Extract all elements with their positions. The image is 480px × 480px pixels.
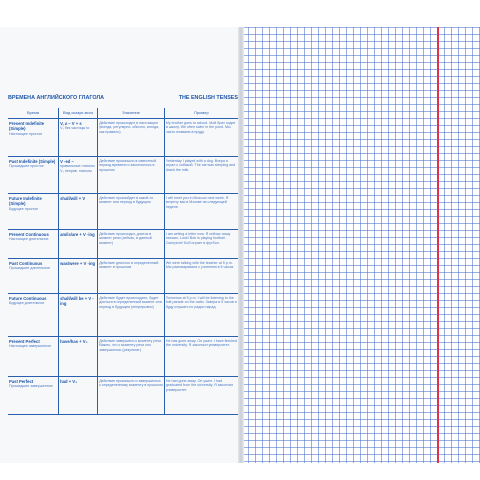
table-cell xyxy=(8,377,59,415)
tense-name-ru: Настоящее длительное xyxy=(9,237,49,242)
table-row xyxy=(8,337,238,377)
tense-name-ru: Прошедшее длительное xyxy=(9,266,50,271)
verb-form: shall/will + V xyxy=(60,196,86,201)
table-cell xyxy=(98,337,165,377)
table-cell xyxy=(59,230,98,259)
tense-name-ru: Будущее простое xyxy=(9,206,39,211)
table-cell xyxy=(98,377,165,415)
tense-name: Future Indefinite (Simple) xyxy=(9,196,42,207)
column-header: Пример xyxy=(164,108,238,119)
table-cell xyxy=(59,157,98,194)
column-header: Вид сказуе-мого xyxy=(59,108,98,119)
table-header-row xyxy=(8,108,238,119)
table-title-row xyxy=(8,95,238,103)
red-margin-line xyxy=(437,27,439,463)
table-cell xyxy=(98,294,165,337)
tense-name-ru: Настоящее завершенное xyxy=(9,344,52,349)
table-cell xyxy=(59,337,98,377)
table-row xyxy=(8,259,238,294)
table-row xyxy=(8,377,238,415)
verb-form: V, ≠ – V + s xyxy=(60,121,82,126)
tense-name-ru: Будущее длительное xyxy=(9,301,45,306)
table-cell xyxy=(164,194,238,230)
tense-name-ru: Настоящее простое xyxy=(9,131,43,136)
table-row xyxy=(8,230,238,259)
tense-name-ru: Прошедшее завершенное xyxy=(9,384,53,389)
table-cell xyxy=(59,119,98,157)
squared-grid xyxy=(241,27,480,463)
tense-example: He has gone away. Он ушел. I have finished the university. Я закончил университет. xyxy=(165,339,237,348)
tense-name: Future Continuous xyxy=(9,296,47,301)
table-cell xyxy=(8,119,59,157)
table-row xyxy=(8,294,238,337)
tenses-table xyxy=(8,108,238,415)
tense-meaning: Действие происходит в настоящем (всегда, регулярно, обычно, иногда, как правило) xyxy=(99,121,160,134)
table-cell xyxy=(8,230,59,259)
table-cell xyxy=(164,377,238,415)
table-cell xyxy=(59,377,98,415)
table-cell xyxy=(164,337,238,377)
notebook-spine xyxy=(238,27,244,463)
table-row xyxy=(8,194,238,230)
tense-name-ru: Прошедшее простое xyxy=(9,164,44,169)
tense-meaning: Действие будет происходить, будет длиться в определенный момент или период в будущем (непрерывно) xyxy=(99,296,162,309)
table-cell xyxy=(164,157,238,194)
tense-meaning: Действие завершено к моменту речи. Важно, что к моменту речи оно завершилось (результат) xyxy=(99,339,163,352)
tense-example: My brother goes to school. Мой брат ходит в школу. We often swim in the pond. Мы часто плаваем в пруду. xyxy=(165,121,236,134)
tense-meaning: Действие произойдет в какой-то момент или период в будущем xyxy=(99,196,154,205)
table-cell xyxy=(164,259,238,294)
tense-name: Present Indefinite (Simple) xyxy=(9,121,45,132)
table-cell xyxy=(8,259,59,294)
table-row xyxy=(8,119,238,157)
table-cell xyxy=(98,230,165,259)
tense-example: I am writing a letter now. Я сейчас пишу письмо. Look! Bob is playing football. Смотрите! Боб играет в футбол. xyxy=(165,232,231,245)
table-cell xyxy=(8,337,59,377)
tense-name: Present Continuous xyxy=(9,232,49,237)
tense-example: He had gone away. Он ушел. I had graduated from the university. Я закончил университет. xyxy=(165,379,233,392)
tense-example: We were talking with the teacher at 5 p.m. Мы разговаривали с учителем в 5 часов. xyxy=(165,261,235,270)
verb-form: V -ed – xyxy=(60,159,74,164)
table-cell xyxy=(59,294,98,337)
table-cell xyxy=(8,157,59,194)
verb-form-note: правильные глаголы V₂ неправ. глаголы xyxy=(60,164,95,173)
table-cell xyxy=(164,294,238,337)
verb-form: shall/will be + V -ing xyxy=(60,296,94,307)
table-cell xyxy=(98,194,165,230)
title-english: THE ENGLISH TENSES xyxy=(178,95,238,101)
verb-form-note: V₁ без частицы to xyxy=(60,126,90,131)
tense-example: I will meet you in Moscow next week. Я встречу вас в Москве на следующей неделе. xyxy=(165,196,229,209)
table-cell xyxy=(98,259,165,294)
column-header: Значение xyxy=(98,108,165,119)
table-cell xyxy=(98,119,165,157)
tense-example: Yesterday I played with a dog. Вчера я играл с собакой. The cat was sleeping and drank the milk. xyxy=(165,159,236,172)
verb-form: was/were + V -ing xyxy=(60,261,96,266)
tense-meaning: Действие произошло в известный период времени и закончилось в прошлом xyxy=(99,159,157,172)
tense-name: Past Continuous xyxy=(9,261,43,266)
table-cell xyxy=(59,259,98,294)
verb-form: had + V₃ xyxy=(60,379,78,384)
title-russian: ВРЕМЕНА АНГЛИЙСКОГО ГЛАГОЛА xyxy=(8,95,105,101)
table-cell xyxy=(164,230,238,259)
tense-name: Past Indefinite (Simple) xyxy=(9,159,56,164)
tense-name: Past Perfect xyxy=(9,379,34,384)
tense-meaning: Действие происходит, длится в момент речи (сейчас, в данный момент) xyxy=(99,232,152,245)
tense-name: Present Perfect xyxy=(9,339,40,344)
tense-example: Tomorrow at 5 p.m. I will be listening to the folk parade on the radio. Завтра в 5 часов я буду слушать по радио парад. xyxy=(165,296,237,309)
tense-meaning: Действие длилось в определенный момент в прошлом xyxy=(99,261,159,270)
verb-form: am/is/are + V -ing xyxy=(60,232,95,237)
table-cell xyxy=(164,119,238,157)
verb-form: have/has + V₃ xyxy=(60,339,88,344)
column-header: Время xyxy=(8,108,59,119)
table-row xyxy=(8,157,238,194)
table-cell xyxy=(8,294,59,337)
table-cell xyxy=(8,194,59,230)
table-cell xyxy=(98,157,165,194)
table-cell xyxy=(59,194,98,230)
tense-meaning: Действие произошло и завершилось к определенному моменту в прошлом xyxy=(99,379,163,388)
